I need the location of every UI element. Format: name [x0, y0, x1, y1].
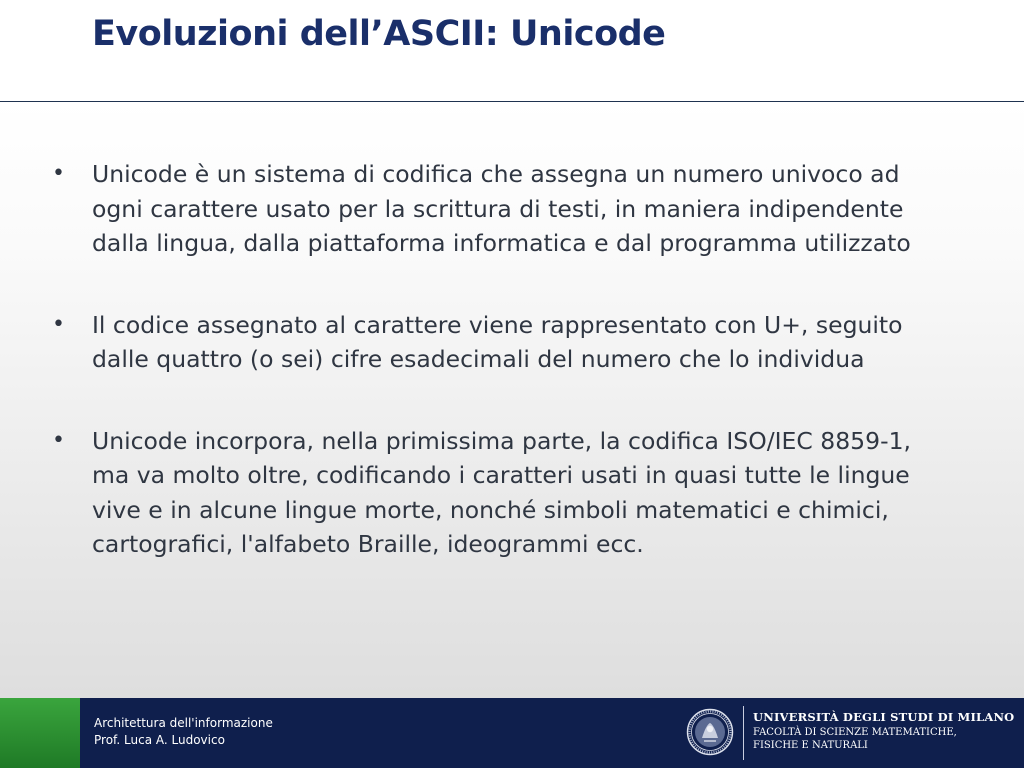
professor-name: Prof. Luca A. Ludovico [94, 733, 225, 747]
footer-accent-block [0, 698, 80, 768]
bullet-list [52, 157, 952, 609]
faculty-line-1: FACOLTÀ DI SCIENZE MATEMATICHE, [753, 727, 957, 738]
slide-title: Evoluzioni dell’ASCII: Unicode [92, 14, 666, 54]
logo-divider [743, 706, 744, 760]
bullet-item: • Unicode incorpora, nella primissima parte, la codifica ISO/IEC 8859-1, ma va molto oltre, codificando i caratteri usati in quasi tutte le lingue vive e in alcune lingue morte, nonché simboli matematici e chimici, cartografici, l'alfabeto Braille, ideogrammi ecc. [52, 424, 952, 562]
university-seal-icon [686, 708, 734, 756]
course-name: Architettura dell'informazione [94, 716, 273, 730]
slide-footer [0, 698, 1024, 768]
university-logo [686, 704, 1015, 762]
bullet-item: • Il codice assegnato al carattere viene rappresentato con U+, seguito dalle quattro (o sei) cifre esadecimali del numero che lo individua [52, 308, 952, 377]
faculty-line-2: FISICHE E NATURALI [753, 740, 868, 751]
footer-course-info [94, 715, 273, 749]
title-divider [0, 101, 1024, 102]
bullet-item: • Unicode è un sistema di codifica che assegna un numero univoco ad ogni carattere usato per la scrittura di testi, in maniera indipendente dalla lingua, dalla piattaforma informatica e dal programma utilizzato [52, 157, 952, 261]
university-name: UNIVERSITÀ DEGLI STUDI DI MILANO [753, 710, 1015, 724]
faculty-name [753, 726, 957, 752]
